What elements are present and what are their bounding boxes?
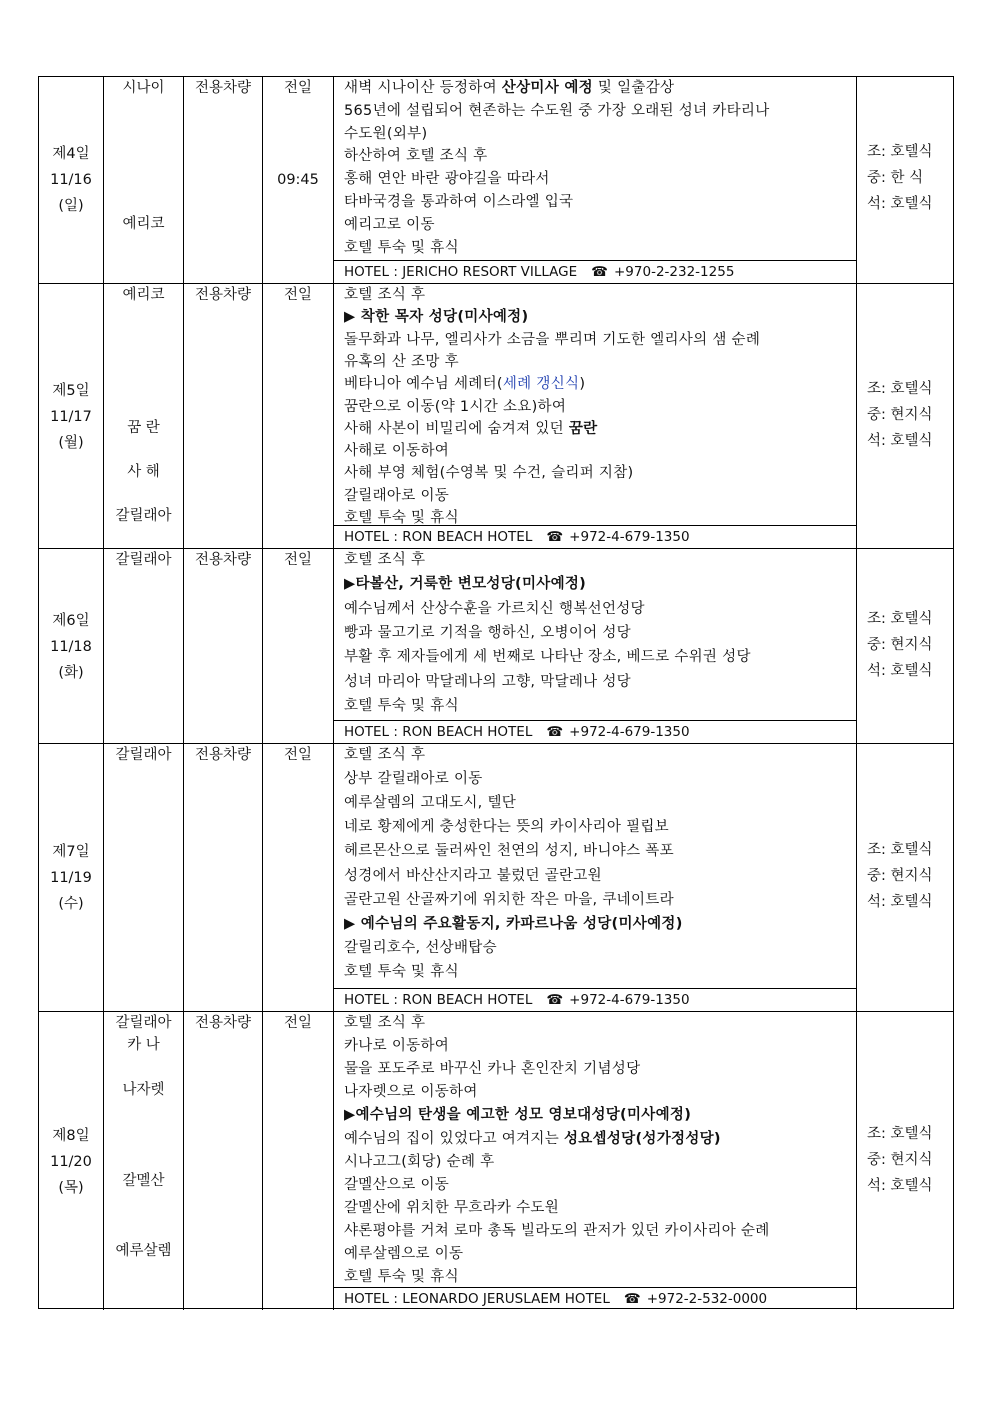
place-cell xyxy=(104,77,184,283)
transport-cell xyxy=(184,744,263,1011)
schedule-line xyxy=(344,891,674,909)
schedule-line xyxy=(344,1130,721,1148)
weekday-label: (월) xyxy=(58,434,84,451)
schedule-text: 갈멜산으로 이동 xyxy=(344,1176,450,1193)
meal-label: 중: 현지식 xyxy=(867,636,933,653)
schedule-line xyxy=(344,842,674,860)
schedule-text: 헤르몬산으로 둘러싸인 천연의 성지, 바니야스 폭포 xyxy=(344,843,674,860)
schedule-text: 예수님께서 산상수훈을 가르치신 행복선언성당 xyxy=(344,600,645,617)
time-label: 전일 xyxy=(283,1015,312,1031)
day-row xyxy=(39,743,953,1011)
schedule-line xyxy=(344,79,674,97)
meal-label: 석: 호텔식 xyxy=(867,432,933,449)
hotel-info xyxy=(334,988,856,1011)
itinerary-table xyxy=(38,76,954,1309)
transport-label: 전용차량 xyxy=(194,287,252,303)
schedule-text: 갈멜산에 위치한 무흐라카 수도원 xyxy=(344,1199,560,1216)
schedule-line xyxy=(344,600,645,618)
schedule-text: 예루살렘의 고대도시, 텔단 xyxy=(344,795,517,812)
schedule-text: 호텔 투숙 및 휴식 xyxy=(344,1269,459,1286)
day-cell xyxy=(39,549,104,743)
transport-label: 전용차량 xyxy=(194,552,252,568)
weekday-label: (화) xyxy=(58,664,84,681)
meal-label: 조: 호텔식 xyxy=(867,1125,933,1142)
schedule-line xyxy=(344,442,449,460)
day-label: 제4일 xyxy=(52,146,90,162)
schedule-text: 호텔 투숙 및 휴식 xyxy=(344,697,459,714)
schedule-text: 시나고그(회당) 순례 후 xyxy=(344,1153,495,1170)
hotel-phone: +972-2-532-0000 xyxy=(646,1291,768,1307)
place-cell xyxy=(104,744,184,1011)
schedule-line xyxy=(344,216,435,234)
meal-cell xyxy=(857,744,953,1011)
schedule-text: 호텔 조식 후 xyxy=(344,1015,426,1031)
hotel-phone: +970-2-232-1255 xyxy=(614,264,735,280)
schedule-text: 호텔 조식 후 xyxy=(344,287,426,303)
meal-label: 중: 현지식 xyxy=(867,406,933,423)
date-label: 11/17 xyxy=(50,408,92,425)
day-row xyxy=(39,1011,953,1310)
day-cell xyxy=(39,77,104,283)
schedule-text: 565년에 설립되어 현존하는 수도원 중 가장 오래된 성녀 카타리나 xyxy=(344,102,770,119)
day-cell xyxy=(39,744,104,1011)
place-label: 갈릴래아 xyxy=(115,747,172,763)
schedule-line xyxy=(344,1176,449,1194)
place-label: 꿈 란 xyxy=(127,420,160,436)
highlight-text: 꿈란 xyxy=(568,420,598,437)
schedule-line xyxy=(344,1014,425,1032)
schedule-line xyxy=(344,1060,640,1078)
meal-cell xyxy=(857,77,953,283)
meal-label: 석: 호텔식 xyxy=(867,1177,933,1194)
meal-label: 조: 호텔식 xyxy=(867,380,933,397)
schedule-line xyxy=(344,331,760,349)
schedule-cell xyxy=(334,744,857,1011)
schedule-cell xyxy=(334,549,857,743)
schedule-text: 갈릴래아로 이동 xyxy=(344,487,450,504)
meal-label: 중: 현지식 xyxy=(867,1151,933,1168)
transport-label: 전용차량 xyxy=(194,747,252,763)
day-row xyxy=(39,77,953,283)
schedule-text: 물을 포도주로 바꾸신 카나 혼인잔치 기념성당 xyxy=(344,1061,641,1078)
meal-label: 석: 호텔식 xyxy=(867,662,933,679)
schedule-cell xyxy=(334,284,857,548)
schedule-line xyxy=(344,193,573,211)
schedule-line xyxy=(344,308,528,326)
schedule-line xyxy=(344,1037,449,1055)
schedule-text: 상부 갈릴래아로 이동 xyxy=(344,771,483,788)
schedule-text: 돌무화과 나무, 엘리사가 소금을 뿌리며 기도한 엘리사의 샘 순례 xyxy=(344,331,761,348)
day-cell xyxy=(39,284,104,548)
weekday-label: (일) xyxy=(58,198,84,214)
date-label: 11/16 xyxy=(50,172,92,188)
schedule-text: ) xyxy=(579,376,586,393)
schedule-text: 타바국경을 통과하여 이스라엘 입국 xyxy=(344,194,574,210)
highlight-text: 산상미사 예정 xyxy=(501,80,593,96)
weekday-label: (목) xyxy=(58,1179,84,1196)
time-label: 전일 xyxy=(283,287,312,303)
schedule-text: 하산하여 호텔 조식 후 xyxy=(344,148,488,165)
schedule-line xyxy=(344,673,631,691)
place-label: 갈멜산 xyxy=(122,1173,165,1189)
schedule-text: 샤론평야를 거쳐 로마 총독 빌라도의 관저가 있던 카이사리아 순례 xyxy=(344,1222,770,1239)
phone-icon: ☎ xyxy=(546,724,564,740)
time-cell xyxy=(263,77,334,283)
time-label: 전일 xyxy=(283,747,312,763)
phone-icon: ☎ xyxy=(623,1291,641,1307)
highlight-text: ▶예수님의 탄생을 예고한 성모 영보대성당(미사예정) xyxy=(344,1107,692,1124)
schedule-line xyxy=(344,398,566,416)
highlight-text: ▶ 착한 목자 성당(미사예정) xyxy=(344,309,529,326)
place-label: 나자렛 xyxy=(122,1082,165,1098)
meal-label: 석: 호텔식 xyxy=(867,894,933,910)
schedule-line xyxy=(344,487,449,505)
schedule-line xyxy=(344,624,631,642)
weekday-label: (수) xyxy=(58,896,84,912)
day-label: 제7일 xyxy=(52,844,90,860)
date-label: 11/19 xyxy=(50,870,92,886)
meal-label: 중: 현지식 xyxy=(867,868,933,884)
meal-cell xyxy=(857,549,953,743)
schedule-text: 갈릴리호수, 선상배탑승 xyxy=(344,939,497,956)
schedule-line xyxy=(344,794,516,812)
meal-label: 조: 호텔식 xyxy=(867,144,933,160)
day-cell xyxy=(39,1012,104,1310)
schedule-line xyxy=(344,1245,463,1263)
date-label: 11/18 xyxy=(50,638,92,655)
schedule-text: 부활 후 제자들에게 세 번째로 나타난 장소, 베드로 수위권 성당 xyxy=(344,649,751,666)
highlight-text: ▶ 예수님의 주요활동지, 카파르나움 성당(미사예정) xyxy=(344,915,683,932)
place-label: 카 나 xyxy=(127,1037,160,1053)
highlight-text: 성요셉성당(성가정성당) xyxy=(563,1130,721,1147)
time-label: 전일 xyxy=(283,552,312,568)
hotel-name: HOTEL : LEONARDO JERUSLAEM HOTEL xyxy=(344,1291,610,1307)
hotel-line xyxy=(344,991,690,1009)
hotel-info xyxy=(334,260,856,283)
schedule-line xyxy=(344,915,683,933)
schedule-line xyxy=(344,464,634,482)
schedule-text: 골란고원 산골짜기에 위치한 작은 마을, 쿠네이트라 xyxy=(344,891,674,908)
highlight-text: ▶타볼산, 거룩한 변모성당(미사예정) xyxy=(344,576,587,593)
meal-label: 조: 호텔식 xyxy=(867,842,933,858)
schedule-line xyxy=(344,353,459,371)
time-label: 09:45 xyxy=(277,172,319,188)
schedule-cell xyxy=(334,77,857,283)
day-row xyxy=(39,548,953,743)
schedule-text: 나자렛으로 이동하여 xyxy=(344,1084,478,1101)
hotel-name: HOTEL : RON BEACH HOTEL xyxy=(344,724,533,740)
time-label: 전일 xyxy=(283,80,312,96)
phone-icon: ☎ xyxy=(591,264,608,280)
schedule-text: 호텔 조식 후 xyxy=(344,552,426,568)
transport-cell xyxy=(184,77,263,283)
schedule-cell xyxy=(334,1012,857,1310)
place-cell xyxy=(104,1012,184,1310)
schedule-text: 예수님의 집이 있었다고 여겨지는 xyxy=(344,1130,564,1147)
schedule-text: 성경에서 바산산지라고 불렀던 골란고원 xyxy=(344,867,602,884)
schedule-line xyxy=(344,286,425,304)
hotel-name: HOTEL : JERICHO RESORT VILLAGE xyxy=(344,264,578,280)
schedule-line xyxy=(344,1153,495,1171)
place-label: 예리코 xyxy=(122,216,165,232)
hotel-line xyxy=(344,528,690,546)
schedule-line xyxy=(344,746,425,764)
hotel-phone: +972-4-679-1350 xyxy=(569,529,690,545)
day-row xyxy=(39,283,953,548)
time-cell xyxy=(263,549,334,743)
schedule-line xyxy=(344,1083,478,1101)
hotel-name: HOTEL : RON BEACH HOTEL xyxy=(344,992,533,1008)
schedule-line xyxy=(344,963,459,981)
schedule-line xyxy=(344,239,459,257)
transport-label: 전용차량 xyxy=(194,80,252,96)
day-label: 제6일 xyxy=(52,612,90,629)
hotel-line xyxy=(344,1290,767,1308)
schedule-line xyxy=(344,420,597,438)
meal-label: 석: 호텔식 xyxy=(867,196,933,212)
phone-icon: ☎ xyxy=(546,529,564,545)
schedule-line xyxy=(344,575,586,593)
schedule-line xyxy=(344,1106,691,1124)
schedule-line xyxy=(344,818,669,836)
hotel-info xyxy=(334,525,856,548)
meal-cell xyxy=(857,1012,953,1310)
meal-cell xyxy=(857,284,953,548)
schedule-text: 및 일출감상 xyxy=(593,80,675,96)
hotel-name: HOTEL : RON BEACH HOTEL xyxy=(344,529,533,545)
schedule-text: 사해로 이동하여 xyxy=(344,443,450,460)
schedule-line xyxy=(344,770,483,788)
day-label: 제5일 xyxy=(52,382,90,399)
schedule-text: 네로 황제에게 충성한다는 뜻의 카이사리아 필립보 xyxy=(344,819,669,836)
schedule-text: 베타니아 예수님 세례터( xyxy=(344,376,503,393)
hotel-phone: +972-4-679-1350 xyxy=(569,724,690,740)
transport-label: 전용차량 xyxy=(194,1015,252,1031)
schedule-text: 예리고로 이동 xyxy=(344,216,435,233)
hotel-info xyxy=(334,1287,856,1310)
day-label: 제8일 xyxy=(52,1127,90,1144)
place-label: 예리코 xyxy=(122,287,165,303)
schedule-line xyxy=(344,648,751,666)
transport-cell xyxy=(184,284,263,548)
time-cell xyxy=(263,284,334,548)
phone-icon: ☎ xyxy=(546,992,564,1008)
schedule-text: 예루살렘으로 이동 xyxy=(344,1246,464,1262)
schedule-text: 꿈란으로 이동(약 1시간 소요)하여 xyxy=(344,398,567,415)
schedule-text: 사해 부영 체험(수영복 및 수건, 슬리퍼 지참) xyxy=(344,465,634,482)
place-label: 예루살렘 xyxy=(115,1243,172,1259)
schedule-text: 카나로 이동하여 xyxy=(344,1038,450,1055)
place-cell xyxy=(104,549,184,743)
time-cell xyxy=(263,744,334,1011)
transport-cell xyxy=(184,549,263,743)
hotel-info xyxy=(334,720,856,743)
schedule-line xyxy=(344,867,602,885)
schedule-line xyxy=(344,551,425,569)
schedule-line xyxy=(344,125,427,143)
schedule-line xyxy=(344,939,497,957)
hotel-phone: +972-4-679-1350 xyxy=(569,992,690,1008)
schedule-text: 홍해 연안 바란 광야길을 따라서 xyxy=(344,171,550,188)
schedule-line xyxy=(344,697,459,715)
place-label: 갈릴래아 xyxy=(115,552,172,568)
time-cell xyxy=(263,1012,334,1310)
schedule-line xyxy=(344,1222,770,1240)
place-label: 사 해 xyxy=(127,464,160,480)
schedule-text: 수도원(외부) xyxy=(344,125,428,142)
schedule-text: 호텔 투숙 및 휴식 xyxy=(344,510,459,526)
hotel-line xyxy=(344,263,734,281)
schedule-text: 호텔 조식 후 xyxy=(344,747,426,763)
schedule-text: 유혹의 산 조망 후 xyxy=(344,353,459,370)
schedule-line xyxy=(344,375,585,393)
schedule-line xyxy=(344,1199,559,1217)
schedule-line xyxy=(344,1268,459,1286)
schedule-line xyxy=(344,147,488,165)
schedule-text: 빵과 물고기로 기적을 행하신, 오병이어 성당 xyxy=(344,624,631,641)
meal-label: 중: 한 식 xyxy=(867,170,924,186)
place-label: 갈릴래아 xyxy=(115,508,172,524)
schedule-text: 호텔 투숙 및 휴식 xyxy=(344,239,459,256)
meal-label: 조: 호텔식 xyxy=(867,610,933,627)
schedule-text: 사해 사본이 비밀리에 숨겨져 있던 xyxy=(344,420,569,437)
transport-cell xyxy=(184,1012,263,1310)
schedule-text: 세례 갱신식 xyxy=(502,376,580,393)
date-label: 11/20 xyxy=(50,1153,92,1170)
schedule-text: 성녀 마리아 막달레나의 고향, 막달레나 성당 xyxy=(344,673,631,690)
schedule-text: 새벽 시나이산 등정하여 xyxy=(344,80,502,96)
place-label: 시나이 xyxy=(122,80,165,96)
place-cell xyxy=(104,284,184,548)
hotel-line xyxy=(344,723,690,741)
place-label: 갈릴래아 xyxy=(115,1015,172,1031)
schedule-line xyxy=(344,102,770,120)
schedule-line xyxy=(344,170,550,188)
schedule-text: 호텔 투숙 및 휴식 xyxy=(344,963,459,980)
